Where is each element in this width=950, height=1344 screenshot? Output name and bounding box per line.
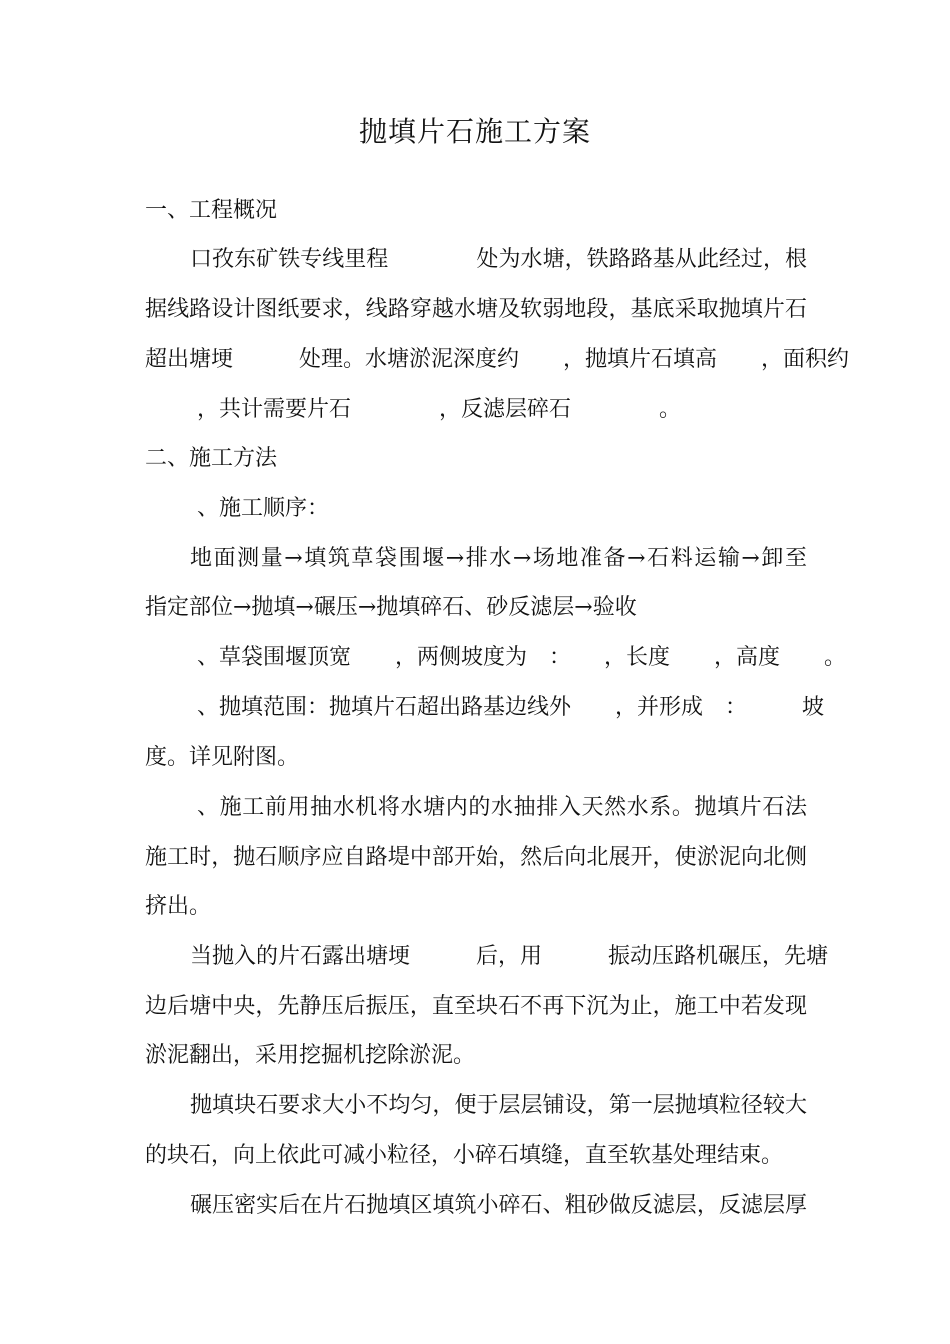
paragraph-line: 挤出。 xyxy=(145,894,212,919)
paragraph-line: 超出塘埂 处理。水塘淤泥深度约 ，抛填片石填高 ，面积约 xyxy=(145,347,850,372)
paragraph-line: 度。详见附图。 xyxy=(145,745,300,770)
list-item-cofferdam: 、草袋围堰顶宽 ，两侧坡度为 ： ，长度 ，高度 。 xyxy=(197,645,847,670)
paragraph-line: 当抛入的片石露出塘埂 后，用 振动压路机碾压，先塘 xyxy=(190,944,829,969)
paragraph-line: 的块石，向上依此可减小粒径，小碎石填缝，直至软基处理结束。 xyxy=(145,1143,784,1168)
paragraph-line: 碾压密实后在片石抛填区填筑小碎石、粗砂做反滤层，反滤层厚 xyxy=(190,1193,807,1218)
paragraph-line: 指定部位→抛填→碾压→抛填碎石、砂反滤层→验收 xyxy=(145,595,637,620)
paragraph-line: 抛填块石要求大小不均匀，便于层层铺设，第一层抛填粒径较大 xyxy=(190,1093,807,1118)
page-title: 抛填片石施工方案 xyxy=(358,115,591,148)
paragraph-line: 淤泥翻出，采用挖掘机挖除淤泥。 xyxy=(145,1043,476,1068)
paragraph-line: ，共计需要片石 ，反滤层碎石 。 xyxy=(197,397,682,422)
list-item-sequence: 、施工顺序： xyxy=(197,496,330,521)
paragraph-line: 口孜东矿铁专线里程 处为水塘，铁路路基从此经过，根 xyxy=(190,247,807,272)
list-item-range: 、抛填范围：抛填片石超出路基边线外 ，并形成 ： 坡 xyxy=(197,695,825,720)
paragraph-line: 据线路设计图纸要求，线路穿越水塘及软弱地段，基底采取抛填片石 xyxy=(145,297,807,322)
section-heading-overview: 一、工程概况 xyxy=(145,198,278,223)
paragraph-line: 施工时，抛石顺序应自路堤中部开始，然后向北展开，使淤泥向北侧 xyxy=(145,845,807,870)
paragraph-line: 边后塘中央，先静压后振压，直至块石不再下沉为止，施工中若发现 xyxy=(145,994,807,1019)
section-heading-method: 二、施工方法 xyxy=(145,446,278,471)
paragraph-line: 地面测量→填筑草袋围堰→排水→场地准备→石料运输→卸至 xyxy=(190,546,807,571)
list-item-drainage: 、施工前用抽水机将水塘内的水抽排入天然水系。抛填片石法 xyxy=(197,795,807,820)
